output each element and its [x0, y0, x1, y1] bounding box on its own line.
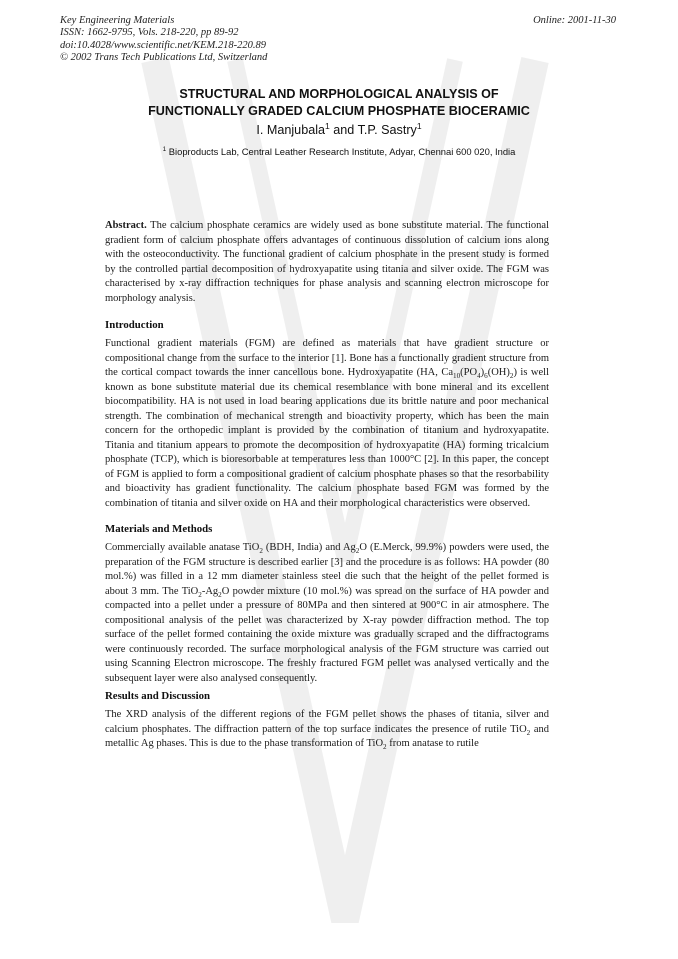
- issn-line: ISSN: 1662-9795, Vols. 218-220, pp 89-92: [60, 27, 239, 39]
- intro-text-1: Functional gradient materials (FGM) are defined as materials that have gradient structure or compositional change from the surface to the interior [1]. Bone has a functionally gradient structure from the cortical compact towards the inner cancellous bone. Hydroxyapatite (HA, Ca: [105, 338, 549, 378]
- introduction-heading: Introduction: [105, 319, 164, 331]
- abstract-paragraph: [105, 219, 549, 306]
- author-2: T.P. Sastry: [357, 123, 417, 137]
- results-heading: Results and Discussion: [105, 690, 211, 702]
- methods-text-1: Commercially available anatase TiO: [105, 542, 260, 553]
- methods-sub-4: 2: [218, 590, 222, 599]
- results-text-2: and metallic Ag phases. This is due to the phase transformation of TiO: [105, 723, 549, 749]
- online-date: Online: 2001-11-30: [533, 15, 616, 26]
- affiliation-mark: 1: [162, 145, 167, 153]
- authors-conjunction: and: [329, 123, 358, 137]
- methods-paragraph: [105, 541, 549, 686]
- abstract-label: Abstract.: [105, 220, 147, 231]
- intro-text-2: (PO: [460, 367, 478, 378]
- methods-text-5: O powder mixture (10 mol.%) was spread on the surface of HA powder and compacted into a pellet under a pressure of 80MPa and then sintered at 900°C in air atmosphere. The compositional analysis of the pellet was characterized by X-ray powder diffraction method. The top surface of the pellet formed containing the oxide mixture was gradually scraped and the diffractograms were continuously recorded. The surface morphological analysis of the FGM structure was carried out using Scanning Electron microscope. The freshly fractured FGM pellet was analysed vertically and the subsequent layer were also analysed consequently.: [105, 585, 549, 684]
- results-paragraph: [105, 708, 549, 752]
- intro-text-4: (OH): [487, 367, 510, 378]
- methods-sub-2: 2: [355, 547, 360, 556]
- paper-title: [0, 86, 678, 120]
- copyright-line: © 2002 Trans Tech Publications Ltd, Switzerland: [60, 51, 268, 63]
- abstract-text: The calcium phosphate ceramics are widely used as bone substitute material. The functional gradient form of calcium phosphate offers advantages of continuous dissolution of calcium ions along with the osteoconductivity. The functional gradient of calcium phosphate in the present study is formed by the controlled partial decomposition of hydroxyapatite using titania and silver oxide. The FGM was characterised by x-ray diffraction techniques for phase analysis and scanning electron microscope for morphology analysis.: [105, 220, 549, 304]
- affiliation-text: Bioproducts Lab, Central Leather Research Institute, Adyar, Chennai 600 020, India: [166, 146, 516, 157]
- affiliation: [0, 146, 678, 157]
- title-line-1: STRUCTURAL AND MORPHOLOGICAL ANALYSIS OF: [179, 87, 499, 101]
- methods-heading: Materials and Methods: [105, 523, 213, 535]
- intro-sub-2: 4: [477, 372, 481, 381]
- intro-text-5: ) is well known as bone substitute material due its chemical resemblance with bone mineral and its excellent biocompatibility. HA is not used in load bearing applications due its brittle nature and poor mechanical strength. The combination of mechanical strength and bioactivity property, which has been the main concern for the orthopedic implant is provided by the combination of titanium and hydroxyapatite. Titania and titanium appears to promote the decomposition of hydroxyapatite (HA) forming tricalcium phosphate (TCP), which is bioresorbable at temperatures less than 1000°C [2]. In this paper, the concept of FGM is applied to form a compositional gradient of calcium phosphate phases so that the resorbability and bioactivity has gradient functionality. The calcium phosphate based FGM was formed by the combination of titania and silver oxide on HA and their morphological characteristics were observed.: [105, 367, 549, 509]
- intro-sub-1: 10: [453, 372, 461, 381]
- author-1-affiliation-mark: 1: [325, 120, 330, 131]
- journal-header: [60, 15, 267, 64]
- results-text-3: from anatase to rutile: [386, 738, 479, 749]
- author-1: I. Manjubala: [256, 123, 325, 137]
- results-sub-1: 2: [526, 728, 531, 737]
- intro-sub-3: 6: [484, 372, 488, 381]
- authors-line: [0, 120, 678, 137]
- intro-text-3: ): [480, 367, 485, 378]
- methods-sub-3: 2: [198, 590, 202, 599]
- doi-line[interactable]: doi:10.4028/www.scientific.net/KEM.218-220.89: [60, 39, 266, 51]
- methods-text-3: O (E.Merck, 99.9%) powders were used, the preparation of the FGM structure is described earlier [3] and the procedure is as follows: HA powder (80 mol.%) was filled in a 12 mm diameter stainless steel die such that the height of the pellet formed is about 3 mm. The TiO: [105, 542, 549, 597]
- results-text-1: The XRD analysis of the different regions of the FGM pellet shows the phases of titania, silver and calcium phosphates. The diffraction pattern of the top surface indicates the presence of rutile TiO: [105, 709, 549, 735]
- journal-name: Key Engineering Materials: [60, 15, 175, 26]
- intro-sub-4: 2: [509, 372, 514, 381]
- results-sub-2: 2: [383, 743, 387, 752]
- methods-text-4: -Ag: [201, 585, 219, 597]
- introduction-paragraph: [105, 337, 549, 511]
- methods-text-2: (BDH, India) and Ag: [262, 542, 356, 553]
- author-2-affiliation-mark: 1: [416, 120, 422, 131]
- title-line-2: FUNCTIONALLY GRADED CALCIUM PHOSPHATE BIOCERAMIC: [148, 104, 530, 118]
- methods-sub-1: 2: [259, 547, 263, 556]
